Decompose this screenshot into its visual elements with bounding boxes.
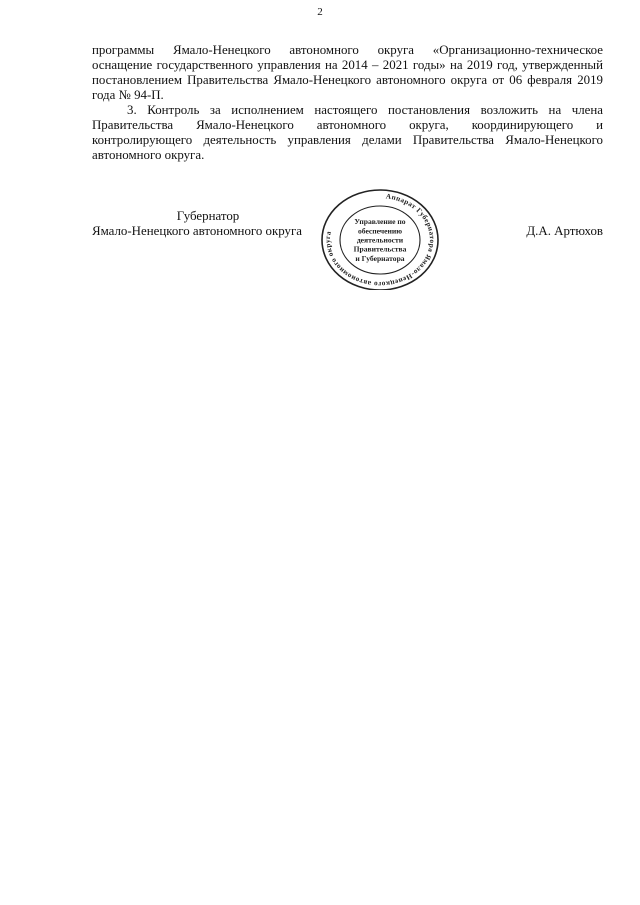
- official-seal-stamp: [320, 186, 440, 290]
- seal-center-line: обеспечению: [357, 226, 403, 236]
- signatory-position-region: Ямало-Ненецкого автономного округа: [92, 224, 302, 238]
- page-number: 2: [317, 6, 323, 18]
- seal-center-line: Управление по: [354, 217, 406, 227]
- seal-ring-text: Аппарат Губернатора Ямало-Ненецкого автономного округа: [323, 192, 436, 289]
- seal-center-line: Правительства: [353, 244, 407, 254]
- signatory-name: Д.А. Артюхов: [526, 224, 603, 238]
- signatory-position-title: Губернатор: [176, 209, 240, 223]
- seal-center-text: [354, 217, 407, 263]
- paragraph-continuation: программы Ямало-Ненецкого автономного округа «Организационно-техническое оснащение государственного управления на 2014 – 2021 годы» на 2019 год, утвержденный постановлением Правительства Ямало-Ненецкого автономного округа от 06 февраля 2019 года № 94-П.: [92, 43, 603, 102]
- document-body: [92, 43, 603, 163]
- paragraph-control-clause: 3. Контроль за исполнением настоящего постановления возложить на члена Правительства Ямало-Ненецкого автономного округа, координирующего и контролирующего деятельность управления делами Правительства Ямало-Ненецкого автономного округа.: [92, 103, 603, 162]
- seal-center-line: деятельности: [356, 235, 404, 245]
- seal-center-line: и Губернатора: [355, 253, 405, 263]
